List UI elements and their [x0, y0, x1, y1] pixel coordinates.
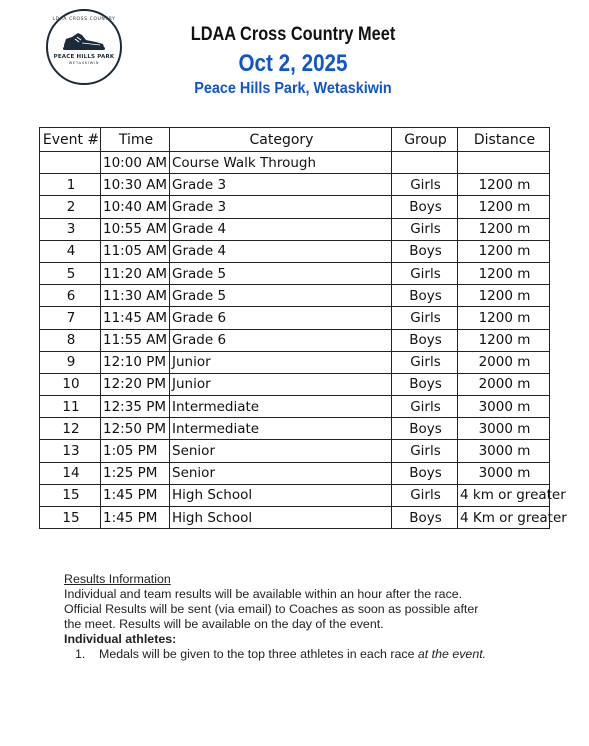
event-group: Girls [392, 218, 458, 240]
table-row [40, 418, 550, 440]
table-row [40, 329, 550, 351]
event-distance: 1200 m [458, 262, 550, 284]
table-header-row [40, 128, 550, 152]
logo-park-name: PEACE HILLS PARK [53, 54, 115, 60]
running-shoe-icon [62, 31, 106, 51]
event-number: 12 [40, 418, 101, 440]
meet-logo [46, 9, 122, 85]
event-distance: 4 Km or greater [458, 507, 550, 529]
event-distance: 3000 m [458, 440, 550, 462]
event-number: 13 [40, 440, 101, 462]
meet-date: Oct 2, 2025 [238, 50, 348, 77]
event-category: Course Walk Through [170, 152, 392, 174]
table-row [40, 196, 550, 218]
event-distance: 1200 m [458, 196, 550, 218]
event-time: 10:00 AM [101, 152, 170, 174]
event-time: 11:45 AM [101, 307, 170, 329]
event-category: Grade 4 [170, 218, 392, 240]
event-group: Girls [392, 440, 458, 462]
table-row [40, 152, 550, 174]
event-distance: 1200 m [458, 240, 550, 262]
event-category: Grade 3 [170, 174, 392, 196]
table-row [40, 484, 550, 506]
list-item-emphasis: at the event. [417, 647, 487, 661]
event-category: Intermediate [170, 396, 392, 418]
event-group: Girls [392, 396, 458, 418]
event-time: 11:30 AM [101, 285, 170, 307]
event-number: 10 [40, 373, 101, 395]
event-category: Senior [170, 462, 392, 484]
event-number: 6 [40, 285, 101, 307]
event-time: 10:55 AM [101, 218, 170, 240]
event-time: 1:45 PM [101, 507, 170, 529]
event-number: 7 [40, 307, 101, 329]
table-row [40, 507, 550, 529]
results-information [64, 572, 534, 662]
header-category: Category [170, 128, 392, 152]
event-group: Boys [392, 196, 458, 218]
event-category: Intermediate [170, 418, 392, 440]
event-category: Grade 5 [170, 285, 392, 307]
event-number [40, 152, 101, 174]
logo-city: WETASKIWIN [68, 61, 100, 65]
results-paragraph: Individual and team results will be available within an hour after the race. [64, 587, 463, 601]
event-distance: 1200 m [458, 174, 550, 196]
event-time: 12:35 PM [101, 396, 170, 418]
event-group: Boys [392, 240, 458, 262]
logo-arc-text: LDAA CROSS COUNTRY [52, 17, 116, 22]
event-time: 12:50 PM [101, 418, 170, 440]
event-category: Grade 3 [170, 196, 392, 218]
header-time: Time [101, 128, 170, 152]
table-row [40, 373, 550, 395]
event-time: 10:30 AM [101, 174, 170, 196]
event-distance: 1200 m [458, 285, 550, 307]
page-title: LDAA Cross Country Meet [190, 24, 396, 45]
event-distance [458, 152, 550, 174]
individual-athletes-heading: Individual athletes: [64, 632, 177, 646]
event-group: Boys [392, 462, 458, 484]
event-category: High School [170, 484, 392, 506]
event-category: Junior [170, 373, 392, 395]
event-distance: 1200 m [458, 218, 550, 240]
event-time: 1:45 PM [101, 484, 170, 506]
event-number: 3 [40, 218, 101, 240]
event-group [392, 152, 458, 174]
event-group: Girls [392, 484, 458, 506]
event-time: 10:40 AM [101, 196, 170, 218]
event-distance: 3000 m [458, 396, 550, 418]
event-category: High School [170, 507, 392, 529]
event-time: 12:10 PM [101, 351, 170, 373]
event-category: Grade 6 [170, 329, 392, 351]
meet-location: Peace Hills Park, Wetaskiwin [194, 80, 392, 97]
table-row [40, 240, 550, 262]
event-schedule-table [39, 127, 567, 529]
event-number: 9 [40, 351, 101, 373]
header-group: Group [392, 128, 458, 152]
table-row [40, 174, 550, 196]
results-list [64, 647, 534, 662]
event-group: Girls [392, 351, 458, 373]
event-group: Girls [392, 174, 458, 196]
table-row [40, 440, 550, 462]
table-row [40, 307, 550, 329]
event-number: 8 [40, 329, 101, 351]
event-time: 11:05 AM [101, 240, 170, 262]
event-number: 4 [40, 240, 101, 262]
event-category: Grade 6 [170, 307, 392, 329]
table-row [40, 262, 550, 284]
event-number: 5 [40, 262, 101, 284]
event-category: Grade 5 [170, 262, 392, 284]
table-row [40, 462, 550, 484]
list-item [64, 647, 534, 662]
event-category: Senior [170, 440, 392, 462]
results-paragraph: Official Results will be sent (via email) to Coaches as soon as possible after [64, 602, 479, 616]
event-time: 11:55 AM [101, 329, 170, 351]
event-distance: 1200 m [458, 329, 550, 351]
event-group: Girls [392, 307, 458, 329]
header-event-number: Event # [40, 128, 101, 152]
event-group: Boys [392, 285, 458, 307]
event-distance: 2000 m [458, 373, 550, 395]
event-number: 14 [40, 462, 101, 484]
event-group: Boys [392, 418, 458, 440]
header-distance: Distance [458, 128, 550, 152]
event-time: 11:20 AM [101, 262, 170, 284]
event-group: Boys [392, 373, 458, 395]
table-row [40, 285, 550, 307]
list-item-number: 1. [75, 647, 86, 661]
event-number: 1 [40, 174, 101, 196]
event-time: 1:25 PM [101, 462, 170, 484]
event-distance: 1200 m [458, 307, 550, 329]
table-row [40, 396, 550, 418]
event-distance: 2000 m [458, 351, 550, 373]
event-time: 12:20 PM [101, 373, 170, 395]
event-time: 1:05 PM [101, 440, 170, 462]
results-heading: Results Information [64, 572, 171, 586]
event-group: Girls [392, 262, 458, 284]
table-row [40, 218, 550, 240]
event-number: 11 [40, 396, 101, 418]
event-distance: 4 km or greater [458, 484, 550, 506]
event-distance: 3000 m [458, 462, 550, 484]
event-category: Grade 4 [170, 240, 392, 262]
table-row [40, 351, 550, 373]
results-paragraph: the meet. Results will be available on the day of the event. [64, 617, 384, 631]
event-number: 15 [40, 507, 101, 529]
event-category: Junior [170, 351, 392, 373]
event-number: 15 [40, 484, 101, 506]
event-group: Boys [392, 329, 458, 351]
list-item-text: Medals will be given to the top three athletes in each race [99, 647, 418, 661]
event-distance: 3000 m [458, 418, 550, 440]
event-number: 2 [40, 196, 101, 218]
event-group: Boys [392, 507, 458, 529]
